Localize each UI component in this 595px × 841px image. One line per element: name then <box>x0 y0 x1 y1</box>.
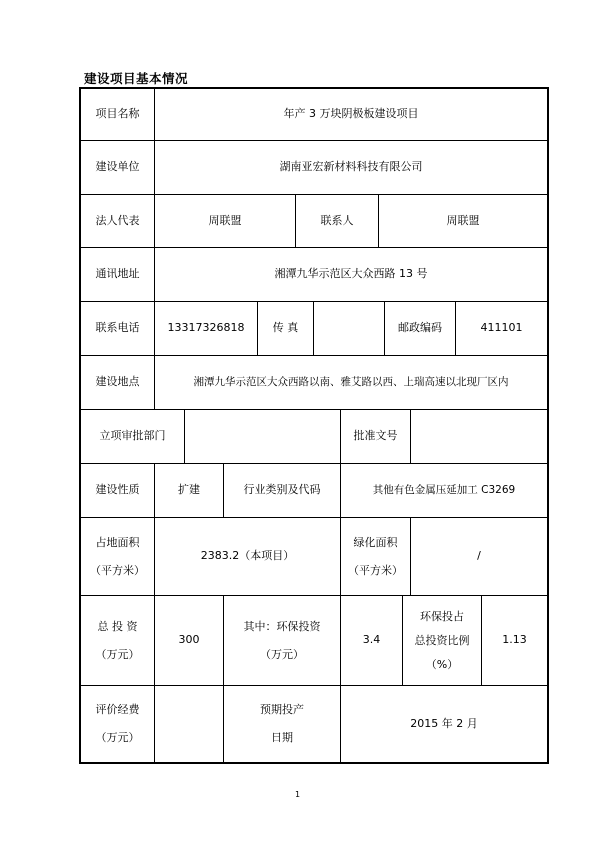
phone-label: 联系电话 <box>95 321 140 335</box>
production-date-label-line2: 日期 <box>271 731 293 744</box>
nature-label: 建设性质 <box>95 483 140 497</box>
green-area-label-line2: （平方米） <box>348 563 403 577</box>
approval-doc-value <box>411 410 547 463</box>
approval-dept-value <box>185 410 340 463</box>
env-ratio-label-line3: （%） <box>425 657 459 671</box>
location-label: 建设地点 <box>95 375 140 389</box>
env-ratio-value: 1.13 <box>502 633 527 647</box>
env-investment-label-line2: （万元） <box>260 647 304 661</box>
nature-value: 扩建 <box>178 483 200 497</box>
industry-value: 其他有色金属压延加工 C3269 <box>372 483 516 496</box>
postcode-value: 411101 <box>480 321 523 335</box>
land-area-value: 2383.2（本项目） <box>200 549 295 563</box>
page-number: 1 <box>294 790 301 799</box>
industry-label: 行业类别及代码 <box>243 483 321 497</box>
total-investment-label-line2: （万元） <box>95 647 140 661</box>
address-value: 湘潭九华示范区大众西路 13 号 <box>274 267 428 281</box>
construction-unit-label: 建设单位 <box>95 160 140 174</box>
env-ratio-label-line2: 总投资比例 <box>414 633 470 647</box>
postcode-label: 邮政编码 <box>398 321 442 335</box>
assessment-fee-label-line1: 评价经费 <box>95 703 140 716</box>
env-investment-label <box>224 596 340 685</box>
fax-value <box>314 302 384 355</box>
land-area-label <box>81 518 154 595</box>
production-date-label <box>224 686 340 762</box>
land-area-label-line1: 占地面积 <box>95 535 140 549</box>
green-area-label-line1: 绿化面积 <box>353 535 398 549</box>
production-date-label-line1: 预期投产 <box>260 703 304 716</box>
contact-person-label: 联系人 <box>320 213 354 227</box>
contact-person-value: 周联盟 <box>446 213 480 227</box>
total-investment-label-line1: 总 投 资 <box>97 619 138 633</box>
fax-label: 传 真 <box>272 321 299 335</box>
assessment-fee-value <box>155 686 223 762</box>
env-investment-label-line1: 其中：环保投资 <box>243 619 321 633</box>
legal-rep-label: 法人代表 <box>95 213 140 227</box>
assessment-fee-label <box>81 686 154 762</box>
green-area-label <box>341 518 410 595</box>
approval-dept-label: 立项审批部门 <box>99 429 166 443</box>
location-value: 湘潭九华示范区大众西路以南、雅艾路以西、上瑞高速以北现厂区内 <box>193 375 509 388</box>
project-name-value: 年产 3 万块阴极板建设项目 <box>283 107 419 121</box>
green-area-value: / <box>477 549 481 563</box>
env-investment-value: 3.4 <box>362 633 381 647</box>
construction-unit-value: 湖南亚宏新材料科技有限公司 <box>279 160 423 174</box>
table-border-bottom <box>79 762 549 764</box>
approval-doc-label: 批准文号 <box>353 429 398 443</box>
project-name-label: 项目名称 <box>95 107 140 121</box>
land-area-label-line2: （平方米） <box>90 563 145 577</box>
table-border-right <box>547 87 549 764</box>
env-ratio-label <box>403 596 481 685</box>
total-investment-label <box>81 596 154 685</box>
phone-value: 13317326818 <box>167 321 245 335</box>
assessment-fee-label-line2: （万元） <box>95 731 140 744</box>
legal-rep-value: 周联盟 <box>208 213 242 227</box>
production-date-value: 2015 年 2 月 <box>410 716 478 730</box>
page-title: 建设项目基本情况 <box>84 71 189 86</box>
address-label: 通讯地址 <box>95 267 140 281</box>
total-investment-value: 300 <box>178 633 200 647</box>
env-ratio-label-line1: 环保投占 <box>420 609 464 623</box>
